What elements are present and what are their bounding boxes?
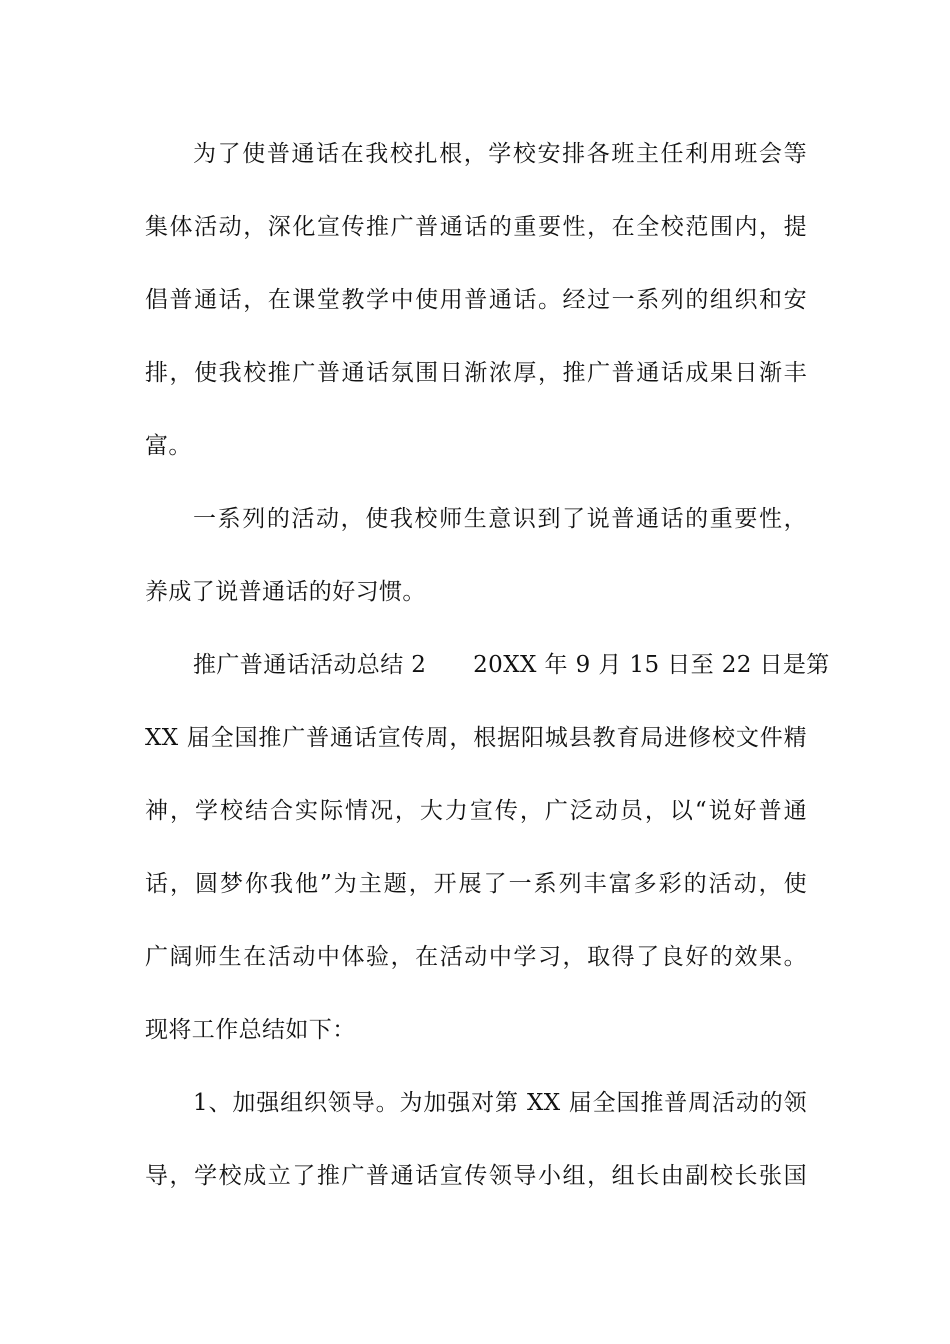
paragraph-4-line-2: 导，学校成立了推广普通话宣传领导小组，组长由副校长张国 — [145, 1163, 807, 1189]
paragraph-1-line-4: 排，使我校推广普通话氛围日渐浓厚，推广普通话成果日渐丰 — [145, 360, 807, 386]
paragraph-2-line-2: 养成了说普通话的好习惯。 — [145, 579, 426, 605]
paragraph-3-line-2: XX 届全国推广普通话宣传周，根据阳城县教育局进修校文件精 — [145, 725, 807, 751]
paragraph-1-line-1: 为了使普通话在我校扎根，学校安排各班主任利用班会等 — [193, 141, 807, 167]
paragraph-3-line-6: 现将工作总结如下： — [145, 1017, 356, 1043]
paragraph-1-line-3: 倡普通话，在课堂教学中使用普通话。经过一系列的组织和安 — [145, 287, 807, 313]
paragraph-3-line-1: 推广普通话活动总结 2 20XX 年 9 月 15 日至 22 日是第 — [193, 652, 830, 678]
paragraph-4-line-1: 1、加强组织领导。为加强对第 XX 届全国推普周活动的领 — [193, 1090, 807, 1116]
paragraph-2-line-1: 一系列的活动，使我校师生意识到了说普通话的重要性， — [193, 506, 807, 532]
document-body — [145, 128, 830, 1223]
paragraph-3-line-3: 神，学校结合实际情况，大力宣传，广泛动员，以“说好普通 — [145, 798, 807, 824]
paragraph-1-line-2: 集体活动，深化宣传推广普通话的重要性，在全校范围内，提 — [145, 214, 807, 240]
paragraph-3-line-4: 话，圆梦你我他”为主题，开展了一系列丰富多彩的活动，使 — [145, 871, 807, 897]
paragraph-1-line-5: 富。 — [145, 433, 192, 459]
paragraph-3-line-5: 广阔师生在活动中体验，在活动中学习，取得了良好的效果。 — [145, 944, 807, 970]
